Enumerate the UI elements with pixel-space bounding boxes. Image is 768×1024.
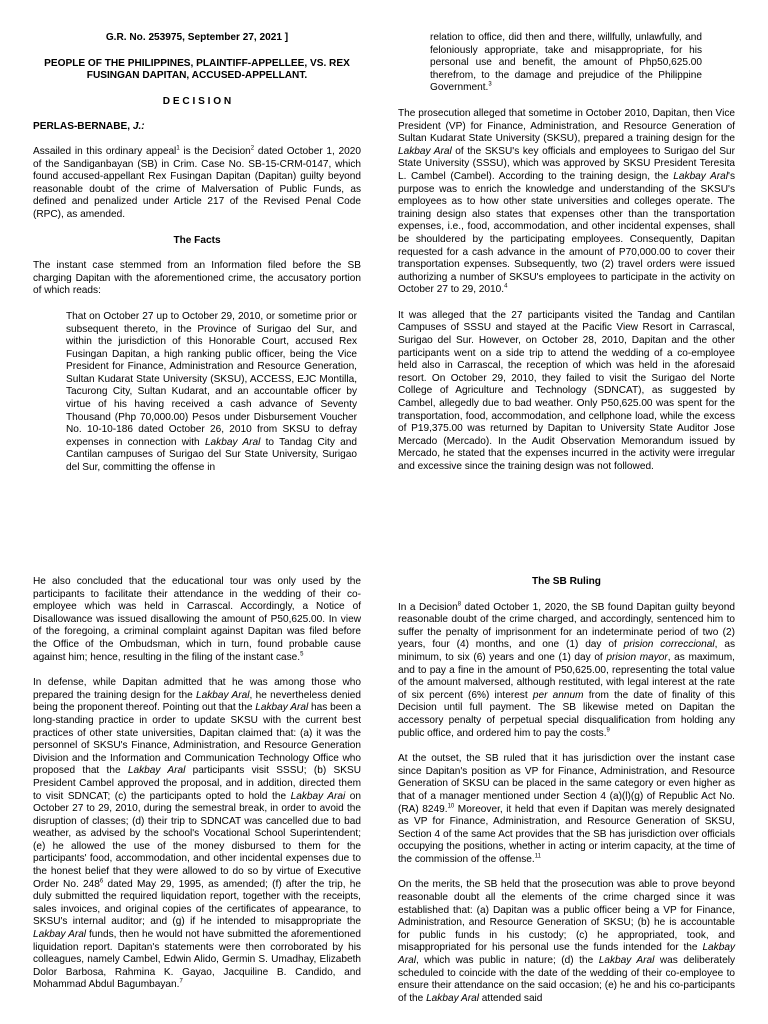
footnote-ref[interactable]: 9 bbox=[606, 727, 610, 734]
paragraph-defense: In defense, while Dapitan admitted that he was among those who prepared the training design for the Lakbay Aral, he nevertheless denied being the proponent thereof. Pointing out that the Lakbay Aral has been a long-standing practice in order to update SKSU with the current best practices of other state universities, Dapitan claimed that: (a) it was the personnel of SKSU's Finance, Administration, and Resource Generation Division and the Information and Communication Technology Office who proposed that the Lakbay Aral participants visit SSSU; (b) SKSU President Cambel approved the proposal, and in addition, directed them to visit SDNCAT; (c) the participants opted to hold the Lakbay Arai on October 27 to 29, 2010, during the semestral break, in order to avoid the disruption of classes; (d) their trip to SDNCAT was cancelled due to bad weather, as advised by the school's Vocational School Superintendent; (e) he allowed the use of the money disbursed to them for the participants' food, accommodation, and other incidental expenses due to the honest belief that they were allowed to do so by virtue of Executive Order No. $248^6$ dated May 29, 1995, as amended; (f) after the trip, he duly submitted the required liquidation report, together with the receipts, sales invoices, and original copies of the certificates of appearance, to SKSU's internal auditor; and (g) if he intended to misappropriate the Lakbay Aral funds, then he would not have submitted the aforementioned liquidation report. Dapitan's statements were then corroborated by his colleagues, namely Cambel, Edwin Alido, Germin S. Umadhay, Elizabeth Dolor Barbosa, Rahmina K. Gayao, Jacquiline B. Candido, and Mohammad Abdul Bagumbayan.$^7$ bbox=[33, 677, 361, 991]
footnote-ref[interactable]: 8 bbox=[457, 601, 462, 608]
footnote-ref[interactable]: 3 bbox=[488, 82, 492, 89]
footnote-ref[interactable]: 10 bbox=[447, 803, 455, 810]
bottom-left-column bbox=[33, 576, 361, 992]
ponente: PERLAS-BERNABE, J.: bbox=[33, 121, 145, 133]
footnote-ref[interactable]: 7 bbox=[179, 979, 183, 986]
quoted-information-part2: relation to office, did then and there, willfully, unlawfully, and feloniously appropriate, take and misappropriate, for his personal use and benefit, the amount of Php50,625.00 therefrom, to the damage and prejudice of the Philippine Government.$^3$ bbox=[430, 32, 702, 94]
paragraph-prosecution: The prosecution alleged that sometime in October 2010, Dapitan, then Vice President (VP) for Finance, Administration, and Resource Generation of Sultan Kudarat State University (SKSU), prepared a training design for the Lakbay Aral of the SKSU's key officials and employees to Surigao del Sur State University (SSSU), which was approved by SKSU President Teresita L. Cambel (Cambel). According to the training design, the Lakbay Aral's purpose was to enrich the knowledge and understanding of the SKSU's employees as to how other state universities and colleges operate. The training design also states that expenses other than the transportation expenses, i.e., food, accommodation, and other incidental expenses, shall be shouldered by the participating employees. Consequently, Dapitan requested for a cash advance in the amount of P70,000.00 to cover their transportation expenses. Subsequently, two (2) travel orders were issued authorizing a number of SKSU's employees to participate in the activity on October 27 to 29, 2010.$^4$ bbox=[398, 107, 735, 296]
footnote-ref[interactable]: 11 bbox=[534, 853, 541, 860]
paragraph-intro: Assailed in this ordinary appeal$^1$ is the Decision$^2$ dated October 1, 2020 of the Sandiganbayan (SB) in Crim. Case No. SB-15-CRM-0147, which found accused-appellant Rex Fusingan Dapitan (Dapitan) guilty beyond reasonable doubt of the crime of Malversation of Public Funds, as defined and penalized under Article 217 of the Revised Penal Code (RPC), as amended. bbox=[33, 145, 361, 220]
case-parties: PEOPLE OF THE PHILIPPINES, PLAINTIFF-APPELLEE, VS. REX FUSINGAN DAPITAN, ACCUSED-APPELLANT. bbox=[44, 57, 350, 82]
sb-ruling-heading: The SB Ruling bbox=[532, 576, 601, 587]
top-right-column bbox=[398, 32, 735, 474]
footnote-ref[interactable]: 4 bbox=[504, 283, 508, 290]
top-left-column bbox=[33, 32, 361, 475]
bottom-right-column bbox=[398, 576, 735, 1005]
footnote-ref[interactable]: 6 bbox=[99, 878, 104, 885]
decision-heading: D E C I S I O N bbox=[162, 95, 232, 107]
paragraph-participants: It was alleged that the 27 participants visited the Tandag and Cantilan Campuses of SSSU and stayed at the Pacific View Resort in Carrascal, Surigao del Sur. However, on October 28, 2010, Dapitan and the other participants went on a side trip to attend the wedding of a co-employee held also in Carrascal, the reception of which was held in the aforesaid resort. On October 29, 2010, they failed to visit the Surigao del Norte College of Agriculture and Technology (SDNCAT), as suggested by Cambel, allegedly due to bad weather. Only P50,625.00 was spent for the transportation, food, accommodation, and cellphone load, while the excess of P19,375.00 was returned by Dapitan to University State Auditor Jose Mercado (Mercado). In the Audit Observation Memorandum issued by Mercado, he stated that the expenses incurred in the activity were irregular and excessive since the training design was not followed. bbox=[398, 309, 735, 472]
paragraph-merits: On the merits, the SB held that the prosecution was able to prove beyond reasonable doubt all the elements of the crime charged since it was established that: (a) Dapitan was a public officer being a VP for Finance, Administration, and Resource Generation of SKSU; (b) he is accountable for public funds in his custody; (c) he appropriated, took, and misappropriated for his personal use the funds intended for the Lakbay Aral, which was public in nature; (d) the Lakbay Aral was deliberately scheduled to coincide with the date of the wedding of their co-employee to ensure their attendance on the said occasion; (e) he and his co-participants of the Lakbay Aral attended said bbox=[398, 879, 735, 1004]
paragraph-sb-decision: In a Decision$^8$ dated October 1, 2020, the SB found Dapitan guilty beyond reasonable doubt of the crime charged, and accordingly, sentenced him to suffer the penalty of imprisonment for an indeterminate period of two (2) years, four (4) months, and one (1) day of prision correccional, as minimum, to six (6) years and one (1) day of prision mayor, as maximum, and to pay a fine in the amount of P50,625.00, representing the total value of the amount malversed, although restituted, with legal interest at the rate of six percent (6%) interest per annum from the date of finality of this Decision until full payment. The SB likewise meted on Dapitan the accessory penalty of perpetual special disqualification from holding any public office, and ordered him to pay the costs.$^9$ bbox=[398, 601, 736, 739]
case-number: G.R. No. 253975, September 27, 2021 ] bbox=[105, 32, 289, 43]
paragraph-information: The instant case stemmed from an Information filed before the SB charging Dapitan with the aforementioned crime, the accusatory portion of which reads: bbox=[33, 260, 361, 297]
paragraph-jurisdiction: At the outset, the SB ruled that it has jurisdiction over the instant case since Dapitan's position as VP for Finance, Administration, and Resource Generation of SKSU can be placed in the same category or even higher as that of a manager mentioned under Section 4 (a)(l)(g) of Republic Act No. (RA) 8249.10 Moreover, it held that even if Dapitan was merely designated as VP for Finance, Administration, and Resource Generation of SKSU, Section 4 of the same Act provides that the SB has jurisdiction over officials occupying the positions, whether in acting or interim capacity, at the time of the commission of the offense.$^{11}$ bbox=[398, 753, 735, 865]
facts-heading: The Facts bbox=[173, 234, 221, 246]
footnote-ref[interactable]: 1 bbox=[176, 145, 180, 152]
quoted-information-part1: That on October 27 up to October 29, 2010, or sometime prior or subsequent thereto, in the Province of Surigao del Sur, and within the jurisdiction of this Honorable Court, accused Rex Fusingan Dapitan, a high ranking public officer, being the Vice President for Finance, Administration and Resource Generation, Sultan Kudarat State University (SKSU), ACCESS, EJC Montilla, Tacurong City, Sultan Kudarat, and an accountable officer by virtue of his having received a cash advance of Seventy Thousand (Php 70,000.00) Pesos under Disbursement Voucher No. 10-10-186 dated October 26, 2010 from SKSU to defray expenses in connection with Lakbay Aral to Tandag City and Cantilan campuses of Surigao del Sur State University, Surigao del Sur, committing the offense in bbox=[66, 310, 358, 474]
paragraph-audit-conclusion: He also concluded that the educational tour was only used by the participants to facilitate their attendance in the wedding of their co-employee which was held in Carrascal. Accordingly, a Notice of Disallowance was issued disallowing the amount of P50,625.00. In view of the foregoing, a criminal complaint against Dapitan was filed before the Office of the Ombudsman, which in turn, found probable cause against him; hence, resulting in the filing of the instant case.$^5$ bbox=[33, 576, 361, 663]
footnote-ref[interactable]: 2 bbox=[250, 145, 255, 152]
footnote-ref[interactable]: 5 bbox=[300, 651, 304, 658]
